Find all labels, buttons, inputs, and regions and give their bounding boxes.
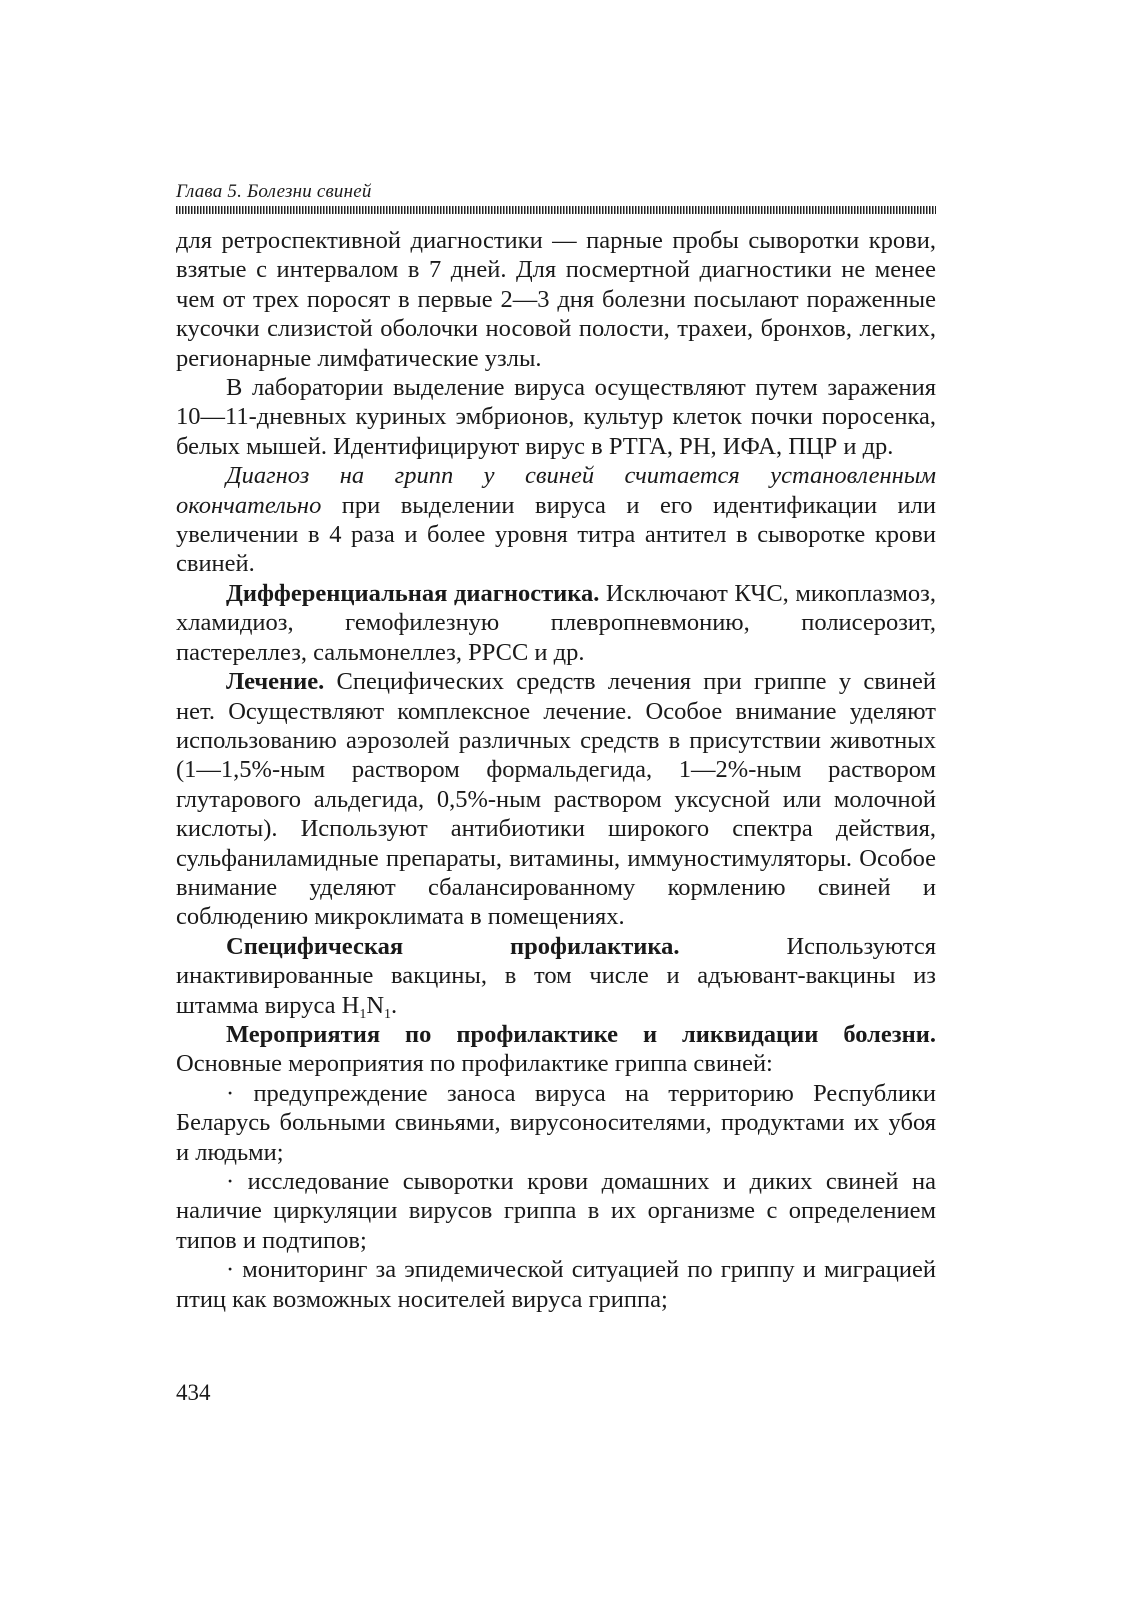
diagnosis-italic-text: Диагноз на грипп у свиней считается установленным окончательно <box>176 462 936 519</box>
list-item: · мониторинг за эпидемической ситуацией по гриппу и миграцией птиц как возможных носителей вируса гриппа; <box>176 1256 936 1313</box>
body-text <box>176 226 936 1314</box>
strain-h: H <box>341 991 360 1019</box>
running-head: Глава 5. Болезни свиней <box>176 181 372 202</box>
strain-n-subscript: 1 <box>384 1006 392 1022</box>
strain-end: . <box>391 991 398 1019</box>
list-item: · предупреждение заноса вируса на территорию Республики Беларусь больными свиньями, вирусоносителями, продуктами их убоя и людьми; <box>176 1079 936 1166</box>
measures-text: Основные мероприятия по профилактике гриппа свиней: <box>176 1050 773 1078</box>
page-content <box>176 180 936 1314</box>
strain-n: N <box>366 991 385 1019</box>
paragraph-continuation: для ретроспективной диагностики — парные пробы сыворотки крови, взятые с интервалом в 7 дней. Для посмертной диагностики не менее чем от трех поросят в первые 2—3 дня болезни посылают пораженные кусочки слизистой оболочки носовой полости, трахеи, бронхов, легких, регионарные лимфатические узлы. <box>176 227 936 372</box>
paragraph-treatment <box>176 667 936 932</box>
paragraph-measures <box>176 1020 936 1079</box>
diagnosis-text: при выделении вируса и его идентификации или увеличении в 4 раза и более уровня титра антител в сыворотке крови свиней. <box>176 491 936 578</box>
header-rule <box>176 206 936 214</box>
differential-heading: Дифференциальная диагностика. <box>226 579 600 607</box>
differential-text: Исключают КЧС, микоплазмоз, хламидиоз, гемофилезную плевропневмонию, полисерозит, пастереллез, сальмонеллез, РРСС и др. <box>176 579 936 666</box>
paragraph-differential <box>176 579 936 667</box>
strain-h-subscript: 1 <box>359 1006 367 1022</box>
prophylaxis-heading: Специфическая профилактика. <box>226 932 680 960</box>
paragraph-laboratory: В лаборатории выделение вируса осуществляют путем заражения 10—11-дневных куриных эмбрионов, культур клеток почки поросенка, белых мышей. Идентифицируют вирус в РТГА, РН, ИФА, ПЦР и др. <box>176 374 936 460</box>
treatment-text: Специфических средств лечения при гриппе у свиней нет. Осуществляют комплексное лечение. Особое внимание уделяют использованию аэрозолей различных средств в присутствии животных (1—1,5%-ным раствором формальдегида, 1—2%-ным раствором глутарового альдегида, 0,5%-ным раствором уксусной или молочной кислоты). Используют антибиотики широкого спектра действия, сульфаниламидные препараты, витамины, иммуностимуляторы. Особое внимание уделяют сбалансированному кормлению свиней и соблюдению микроклимата в помещениях. <box>176 668 936 931</box>
paragraph-prophylaxis <box>176 932 936 1020</box>
paragraph-diagnosis <box>176 461 936 579</box>
page-number: 434 <box>176 1380 211 1405</box>
list-item: · исследование сыворотки крови домашних и диких свиней на наличие циркуляции вирусов гриппа в их организме с определением типов и подтипов; <box>176 1168 936 1254</box>
prophylaxis-text: Используются инактивированные вакцины, в том числе и адъювант-вакцины из штамма вируса <box>176 932 936 1019</box>
treatment-heading: Лечение. <box>226 668 325 696</box>
measures-heading: Мероприятия по профилактике и ликвидации болезни. <box>226 1020 936 1048</box>
